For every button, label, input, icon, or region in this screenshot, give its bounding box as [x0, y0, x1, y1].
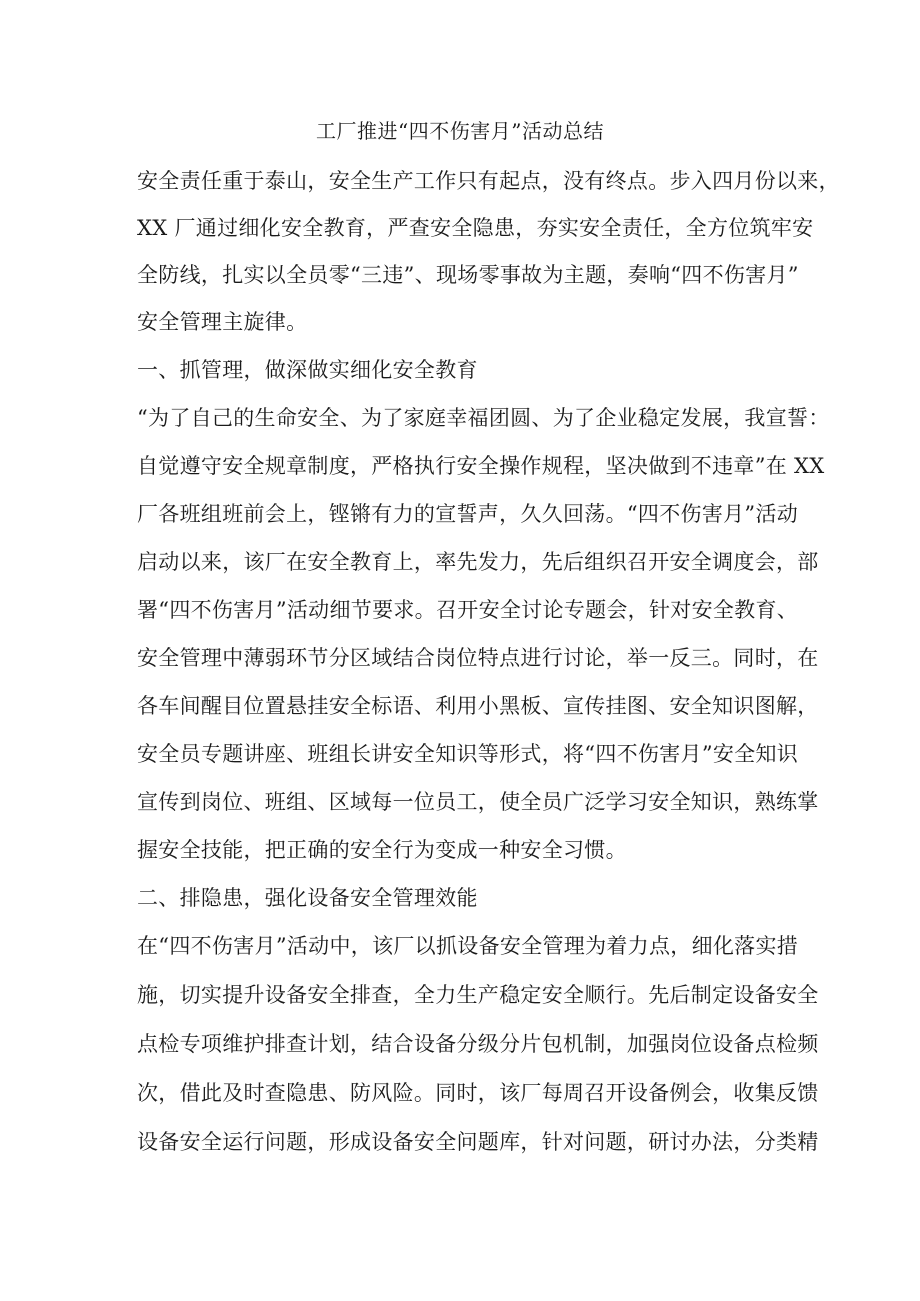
text-line-1: 安全责任重于泰山，安全生产工作只有起点，没有终点。步入四月份以来， — [137, 169, 840, 193]
text-line-21: 设备安全运行问题，形成设备安全问题库，针对问题，研讨办法，分类精 — [137, 1130, 819, 1154]
document-title: 工厂推进“四不伤害月”活动总结 — [316, 119, 604, 143]
text-line-7: 自觉遵守安全规章制度，严格执行安全操作规程，坚决做到不违章”在 XX — [137, 454, 825, 478]
section-heading-2: 二、排隐患，强化设备安全管理效能 — [137, 886, 478, 910]
text-line-20: 次，借此及时查隐患、防风险。同时，该厂每周召开设备例会，收集反馈 — [137, 1081, 819, 1105]
text-line-11: 安全管理中薄弱环节分区域结合岗位特点进行讨论，举一反三。同时，在 — [137, 646, 819, 670]
text-line-9: 启动以来，该厂在安全教育上，率先发力，先后组织召开安全调度会，部 — [137, 550, 819, 574]
text-line-4: 安全管理主旋律。 — [137, 310, 308, 334]
text-line-10: 署“四不伤害月”活动细节要求。召开安全讨论专题会，针对安全教育、 — [137, 598, 799, 622]
text-line-3: 全防线，扎实以全员零“三违”、现场零事故为主题，奏响“四不伤害月” — [137, 263, 799, 287]
text-line-18: 施，切实提升设备安全排查，全力生产稳定安全顺行。先后制定设备安全 — [137, 983, 819, 1007]
text-line-12: 各车间醒目位置悬挂安全标语、利用小黑板、宣传挂图、安全知识图解， — [137, 694, 819, 718]
text-line-17: 在“四不伤害月”活动中，该厂以抓设备安全管理为着力点，细化落实措 — [137, 934, 799, 958]
text-line-13: 安全员专题讲座、班组长讲安全知识等形式，将“四不伤害月”安全知识 — [137, 742, 799, 766]
text-line-15: 握安全技能，把正确的安全行为变成一种安全习惯。 — [137, 838, 627, 862]
text-line-14: 宣传到岗位、班组、区域每一位员工，使全员广泛学习安全知识，熟练掌 — [137, 790, 819, 814]
text-line-19: 点检专项维护排查计划，结合设备分级分片包机制，加强岗位设备点检频 — [137, 1032, 819, 1056]
text-line-6: “为了自己的生命安全、为了家庭幸福团圆、为了企业稳定发展，我宣誓： — [137, 406, 830, 430]
text-line-2: XX 厂通过细化安全教育，严查安全隐患，夯实安全责任，全方位筑牢安 — [137, 216, 814, 240]
section-heading-1: 一、抓管理，做深做实细化安全教育 — [137, 358, 478, 382]
text-line-8: 厂各班组班前会上，铿锵有力的宣誓声，久久回荡。“四不伤害月”活动 — [137, 502, 799, 526]
